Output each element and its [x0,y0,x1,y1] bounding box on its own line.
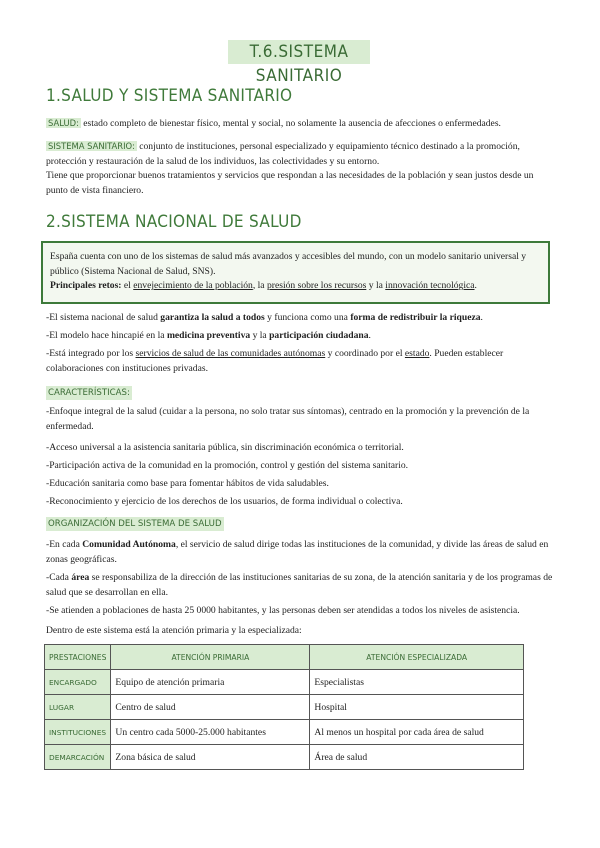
row-header: DEMARCACIÓN [45,745,111,770]
table-cell: Un centro cada 5000-25.000 habitantes [111,720,310,745]
table-cell: Equipo de atención primaria [111,670,310,695]
caract-item: -Enfoque integral de la salud (cuidar a la persona, no solo tratar sus síntomas), centrado en la promoción y la prevención de la enfermedad. [46,406,530,432]
reto-1: envejecimiento de la población [133,280,253,292]
highlight-box: España cuenta con uno de los sistemas de salud más avanzados y accesibles del mundo, con un modelo sanitario universal y público (Sistema Nacional de Salud, SNS). Principales retos: el envejecimiento de la población, la presión sobre los recursos y la innovación tecnológica. [41,241,550,304]
org-item-4: Dentro de este sistema está la atención primaria y la especializada: [46,625,302,636]
table-header: ATENCIÓN ESPECIALIZADA [310,645,524,670]
salud-definition [46,116,556,132]
row-header: INSTITUCIONES [45,720,111,745]
sistema-extra-text: Tiene que proporcionar buenos tratamientos y servicios que respondan a las necesidades de la población y sean justos desde un punto de vista financiero. [46,170,534,196]
bullet-1: -El sistema nacional de salud garantiza la salud a todos y funciona como una forma de redistribuir la riqueza. [46,312,483,323]
table-cell: Zona básica de salud [111,745,310,770]
sistema-definition [46,139,556,198]
caract-item: -Educación sanitaria como base para fomentar hábitos de vida saludables. [46,478,329,489]
reto-2: presión sobre los recursos [266,280,367,292]
salud-def-text: estado completo de bienestar físico, mental y social, no solamente la ausencia de afecciones o enfermedades. [80,118,501,129]
sistema-term: SISTEMA SANITARIO: [48,141,135,151]
section-1-heading: 1.SALUD Y SISTEMA SANITARIO [46,86,293,106]
bullet-3: -Está integrado por los servicios de salud de las comunidades autónomas y coordinado por el estado. Pueden establecer colaboraciones con instituciones privadas. [46,348,504,374]
row-header: ENCARGADO [45,670,111,695]
retos-label: Principales retos: [50,280,122,292]
table-cell: Al menos un hospital por cada área de salud [310,720,524,745]
table-cell: Especialistas [310,670,524,695]
section-2-heading: 2.SISTEMA NACIONAL DE SALUD [46,212,302,232]
table-header-row [45,645,524,670]
bullet-2: -El modelo hace hincapié en la medicina preventiva y la participación ciudadana. [46,330,371,341]
table-row [45,670,524,695]
caracteristicas-heading: CARACTERÍSTICAS: [48,388,130,398]
table-row [45,720,524,745]
table-cell: Hospital [310,695,524,720]
row-header: LUGAR [45,695,111,720]
atencion-table [44,644,524,770]
table-header: ATENCIÓN PRIMARIA [111,645,310,670]
organizacion-heading: ORGANIZACIÓN DEL SISTEMA DE SALUD [48,519,222,529]
caract-item: -Reconocimiento y ejercicio de los derechos de los usuarios, de forma individual o colectiva. [46,496,403,507]
org-item-1: -En cada Comunidad Autónoma, el servicio de salud dirige todas las instituciones de la comunidad, y divide las áreas de salud en zonas geográficas. [46,539,549,565]
sistema-def-text: conjunto de instituciones, personal especializado y equipamiento técnico destinado a la promoción, protección y restauración de la salud de los individuos, las colectividades y su entorno. [46,141,520,167]
box-text: España cuenta con uno de los sistemas de salud más avanzados y accesibles del mundo, con un modelo sanitario universal y público (Sistema Nacional de Salud, SNS). [50,251,527,277]
table-row [45,695,524,720]
table-header: PRESTACIONES [45,645,111,670]
table-row [45,745,524,770]
org-item-3: -Se atienden a poblaciones de hasta 25 0000 habitantes, y las personas deben ser atendidas a todos los niveles de asistencia. [46,605,520,616]
table-cell: Centro de salud [111,695,310,720]
table-cell: Área de salud [310,745,524,770]
page-title: T.6.SISTEMA SANITARIO [228,40,370,64]
org-item-2: -Cada área se responsabiliza de la dirección de las instituciones sanitarias de su zona, de la atención sanitaria y de los programas de salud que se desarrollan en ella. [46,572,553,598]
salud-term: SALUD: [48,118,79,128]
caract-item: -Acceso universal a la asistencia sanitaria pública, sin discriminación económica o territorial. [46,442,404,453]
reto-3: innovación tecnológica [385,280,475,292]
caract-item: -Participación activa de la comunidad en la promoción, control y gestión del sistema sanitario. [46,460,409,471]
